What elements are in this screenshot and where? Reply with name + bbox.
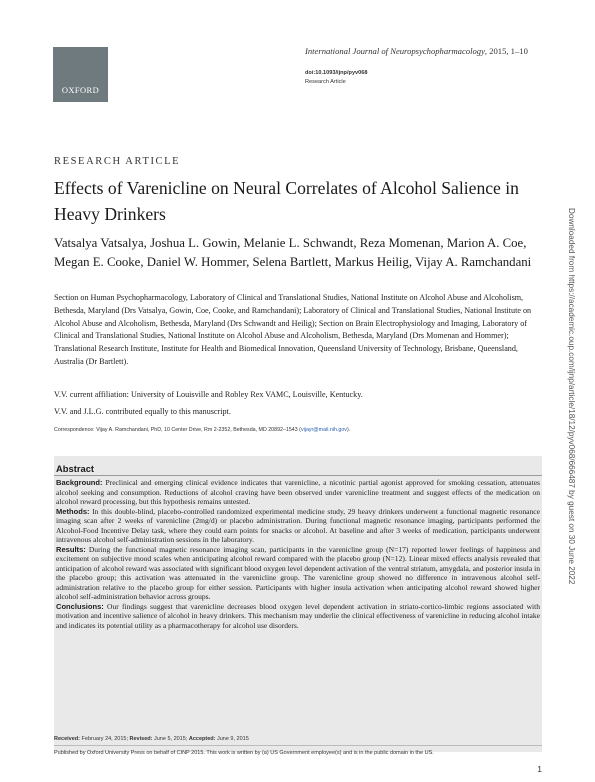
oxford-logo-text: OXFORD: [61, 85, 100, 95]
results-label: Results:: [56, 544, 86, 554]
page-number: 1: [537, 764, 542, 774]
journal-year-pages: , 2015, 1–10: [484, 46, 528, 56]
abstract-conclusions: [56, 602, 540, 631]
doi[interactable]: doi:10.1093/ijnp/pyv068: [305, 70, 368, 76]
abstract-heading: Abstract: [56, 463, 95, 474]
article-type: Research Article: [305, 79, 346, 85]
background-label: Background:: [56, 478, 103, 487]
publication-notice: Published by Oxford University Press on behalf of CINP 2015. This work is written by (a) US Government employee(s) and is in the public domain in the US.: [54, 750, 434, 756]
correspondence: [54, 427, 542, 433]
affiliations: Section on Human Psychopharmacology, Laboratory of Clinical and Translational Studies, National Institute on Alcohol Abuse and Alcoholism, Bethesda, Maryland (Drs Vatsalya, Gowin, Coe, Cooke, and Ramchandani); Laboratory of Clinical and Translational Studies, National Institute on Alcohol Abuse and Alcoholism, Bethesda, Maryland (Drs Schwandt and Heilig); Section on Brain Electrophysiology and Imaging, Laboratory of Clinical and Translational Studies, National Institute on Alcohol Abuse and Alcoholism, Bethesda, Maryland (Drs Momenan and Hommer); Translational Research Institute, Institute for Health and Biomedical Innovation, Queensland University of Technology, Brisbane, Queensland, Australia (Dr Bartlett).: [54, 293, 532, 366]
methods-label: Methods:: [56, 506, 90, 516]
received-date: February 24, 2015;: [80, 736, 130, 742]
correspondence-email-link[interactable]: vijayr@mail.nih.gov: [300, 427, 347, 433]
received-label: Received:: [54, 736, 80, 742]
abstract-results: [56, 545, 540, 602]
abstract-methods: [56, 507, 540, 545]
oxford-logo: [53, 47, 108, 102]
current-affiliation: V.V. current affiliation: University of Louisville and Robley Rex VAMC, Louisville, Kentucky.: [54, 390, 363, 399]
download-watermark: [564, 208, 578, 585]
methods-text: In this double-blind, placebo-controlled randomized experimental medicine study, 29 heavy drinkers underwent a functional magnetic resonance imaging scan after 2 weeks of varenicline (2mg/d) or placebo administration. During functional magnetic resonance imaging, participants performed the Alcohol-Food Incentive Delay task, where they could earn points for snacks or alcohol. At baseline and after 3 weeks of medication, participants underwent intravenous alcohol self-administration sessions in the laboratory.: [56, 506, 540, 544]
abstract-body: [56, 478, 540, 630]
equal-contribution-note: V.V. and J.L.G. contributed equally to this manuscript.: [54, 407, 231, 416]
accepted-label: Accepted:: [188, 736, 216, 742]
correspondence-text: Correspondence: Vijay A. Ramchandani, PhD, 10 Center Drive, Rm 2-2352, Bethesda, MD 20892–1543 (: [54, 427, 301, 433]
author-list: Vatsalya Vatsalya, Joshua L. Gowin, Melanie L. Schwandt, Reza Momenan, Marion A. Coe, Megan E. Cooke, Daniel W. Hommer, Selena Bartlett, Markus Heilig, Vijay A. Ramchandani: [54, 236, 532, 269]
footer-divider: [54, 745, 542, 746]
journal-name: International Journal of Neuropsychopharmacology: [305, 46, 485, 56]
results-text: During the functional magnetic resonance imaging scan, participants in the varenicline group (N=17) reported lower feelings of happiness and excitement on subjective mood scales when anticipating alcohol reward compared with the placebo group (N=12). Linear mixed effects analysis revealed that anticipation of alcohol reward was associated with significant blood oxygen level dependent activation of the ventral striatum, amygdala, and posterior insula in the placebo group; this activation was attenuated in the varenicline group. The varenicline group showed no difference in intravenous alcohol self-administration relative to the placebo group for either session. Participants with higher insula activation when anticipating alcohol reward showed higher alcohol self-administration behavior across groups.: [56, 544, 540, 601]
section-label: RESEARCH ARTICLE: [54, 156, 181, 167]
conclusions-text: Our findings suggest that varenicline decreases blood oxygen level dependent activation in striato-cortico-limbic regions associated with motivation and incentive salience of alcohol in heavy drinkers. This mechanism may underlie the clinical effectiveness of varenicline in reducing alcohol intake and indicates its potential utility as a pharmacotherapy for alcohol use disorders.: [56, 601, 540, 630]
dates-line: [54, 736, 249, 742]
revised-label: Revised:: [129, 736, 153, 742]
revised-date: June 5, 2015;: [152, 736, 189, 742]
download-watermark-text: Downloaded from https://academic.oup.com/ijnp/article/18/12/pyv068/666487 by guest on 30 June 2022: [567, 208, 576, 585]
background-text: Preclinical and emerging clinical evidence indicates that varenicline, a nicotinic partial agonist approved for smoking cessation, attenuates alcohol seeking and consumption. Reductions of alcohol craving have been observed under varenicline treatment and suggest effects of the medication on alcohol reward processing, but this hypothesis remains untested.: [56, 478, 540, 506]
journal-citation: [305, 46, 545, 56]
article-title: Effects of Varenicline on Neural Correlates of Alcohol Salience in Heavy Drinkers: [54, 178, 519, 224]
conclusions-label: Conclusions:: [56, 601, 104, 611]
correspondence-end: ).: [346, 427, 351, 433]
abstract-divider: [54, 475, 542, 476]
accepted-date: June 9, 2015: [215, 736, 249, 742]
abstract-background: [56, 478, 540, 507]
